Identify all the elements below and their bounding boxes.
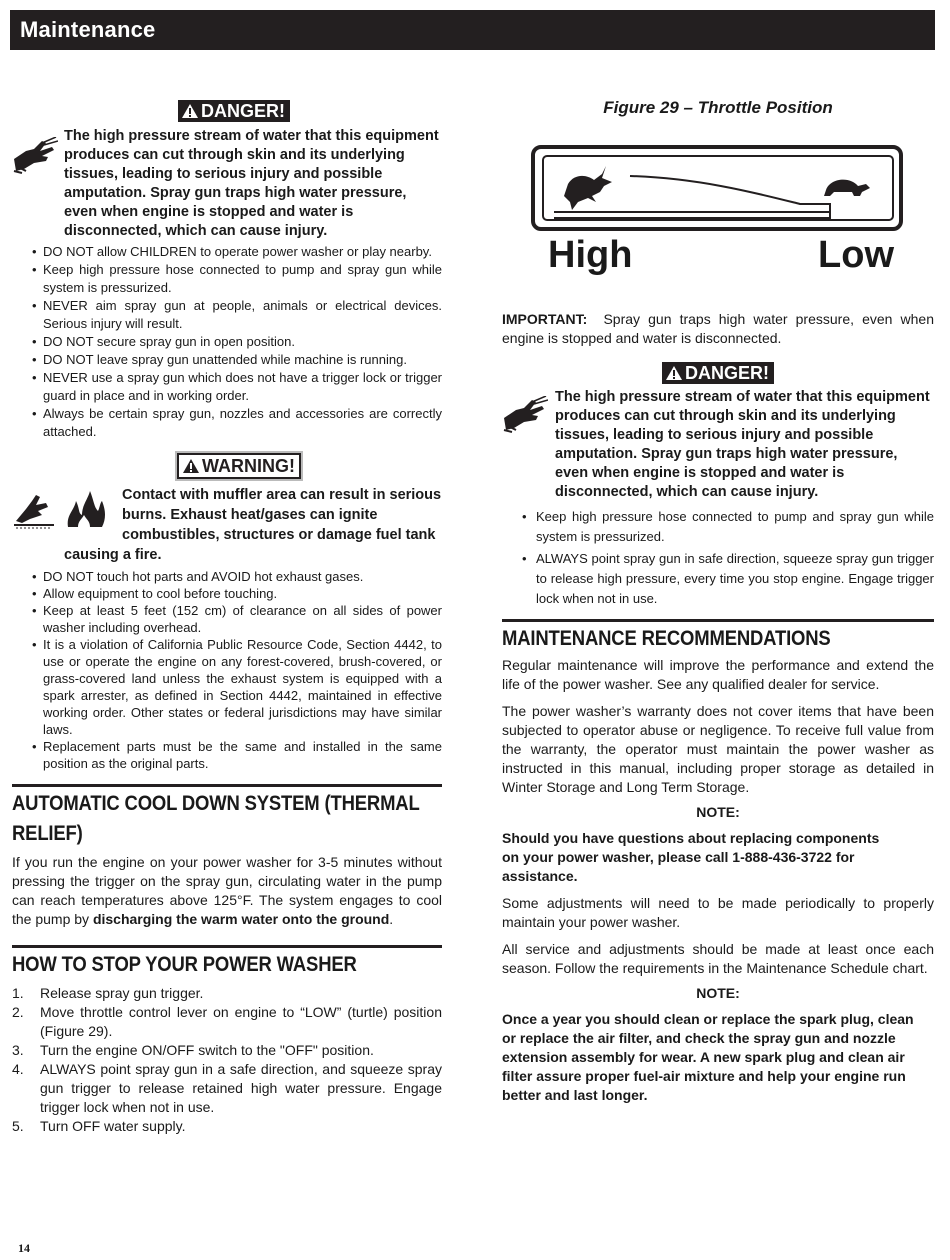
spray-injury-hand-icon	[502, 396, 548, 434]
warning-badge	[177, 453, 301, 479]
list-item: • Replacement parts must be the same and installed in the same position as the original parts.	[12, 738, 442, 772]
danger-hazard-text: The high pressure stream of water that this equipment produces can cut through skin and its underlying tissues, leading to serious injury and possible amputation. Spray gun traps high water pressure, even when engine is stopped and water is disconnected, which can cause injury.	[555, 389, 930, 500]
maintenance-paragraph: Some adjustments will need to be made periodically to properly maintain your power washer.	[502, 895, 934, 930]
list-item	[12, 1060, 442, 1117]
step-text: Turn OFF water supply.	[40, 1118, 186, 1134]
left-column	[12, 100, 442, 1136]
list-item	[12, 1041, 442, 1060]
page-title: Maintenance	[20, 17, 156, 42]
step-text: Move throttle control lever on engine to “LOW” (turtle) position (Figure 29).	[40, 1004, 442, 1039]
danger-badge-wrap	[12, 100, 442, 123]
throttle-position-figure	[530, 144, 910, 234]
maintenance-paragraph: Regular maintenance will improve the performance and extend the life of the power washer. See any qualified dealer for service.	[502, 657, 934, 692]
turtle-icon	[824, 180, 870, 196]
note-heading: NOTE:	[696, 985, 740, 1001]
danger-badge	[178, 100, 290, 122]
list-item: • It is a violation of California Public Resource Code, Section 4442, to use or operate the engine on any forest-covered, brush-covered, or grass-covered land unless the exhaust system is equipped with a spark arrester, as defined in Section 4442, maintained in effective working order. Other states or federal jurisdictions may have similar laws.	[12, 636, 442, 738]
warning-badge-wrap	[12, 453, 442, 479]
throttle-low-label: Low	[818, 234, 894, 276]
danger-badge-wrap	[502, 362, 934, 385]
step-number: 4.	[12, 1061, 24, 1077]
throttle-high-label: High	[548, 234, 633, 276]
cool-down-title-line1: AUTOMATIC COOL DOWN SYSTEM (THERMAL	[12, 792, 420, 815]
list-item	[12, 1117, 442, 1136]
list-item: • DO NOT touch hot parts and AVOID hot exhaust gases.	[12, 568, 442, 585]
danger-badge-label: DANGER!	[201, 101, 285, 121]
list-item: • NEVER use a spray gun which does not have a trigger lock or trigger guard in place and in working order.	[12, 369, 442, 405]
danger-badge-label: DANGER!	[685, 363, 769, 383]
warning-hazard-text: Contact with muffler area can result in serious burns. Exhaust heat/gases can ignite combustibles, structures or damage fuel tank	[122, 487, 442, 543]
stop-section	[12, 950, 442, 1136]
danger-badge	[662, 362, 774, 384]
list-item	[12, 1003, 442, 1041]
danger-bullet-list	[502, 507, 934, 609]
section-divider	[502, 619, 934, 622]
fire-icon	[64, 489, 108, 529]
spray-injury-hand-icon	[12, 137, 58, 175]
note-text: Should you have questions about replacing components on your power washer, please call 1-888-436-3722 for assistance.	[502, 830, 880, 884]
step-number: 1.	[12, 985, 24, 1001]
list-item: • Keep high pressure hose connected to pump and spray gun while system is pressurized.	[12, 261, 442, 297]
important-note	[502, 310, 934, 348]
step-text: ALWAYS point spray gun in a safe direction, and squeeze spray gun trigger to release retained high water pressure. Engage trigger lock when not in use.	[40, 1061, 442, 1115]
section-header-bar	[10, 10, 935, 50]
list-item: • Keep at least 5 feet (152 cm) of clearance on all sides of power washer including overhead.	[12, 602, 442, 636]
maintenance-section	[502, 624, 934, 1105]
warning-bullet-list	[12, 568, 442, 772]
rabbit-icon	[564, 166, 612, 210]
step-number: 2.	[12, 1004, 24, 1020]
important-text: Spray gun traps high water pressure, even when engine is stopped and water is disconnected.	[502, 311, 935, 346]
cool-down-section	[12, 789, 442, 929]
section-divider	[12, 945, 442, 948]
warning-badge-label: WARNING!	[202, 456, 295, 476]
step-number: 5.	[12, 1118, 24, 1134]
list-item: • ALWAYS point spray gun in safe direction, squeeze spray gun trigger to release high pressure, every time you stop engine. Engage trigger lock when not in use.	[502, 549, 934, 609]
maintenance-title: MAINTENANCE RECOMMENDATIONS	[502, 627, 831, 650]
stop-steps-list	[12, 984, 442, 1136]
hot-surface-icon	[12, 491, 56, 531]
danger-hazard-block	[12, 127, 442, 241]
alert-triangle-icon	[182, 104, 198, 118]
step-text: Release spray gun trigger.	[40, 985, 204, 1001]
list-item: • Allow equipment to cool before touching.	[12, 585, 442, 602]
danger-bullet-list	[12, 243, 442, 441]
maintenance-paragraph: The power washer’s warranty does not cover items that have been subjected to operator abuse or negligence. To receive full value from the warranty, the operator must maintain the power washer as instructed in this manual, including proper storage as detailed in Winter Storage and Long Term Storage.	[502, 703, 934, 795]
alert-triangle-icon	[183, 459, 199, 473]
step-number: 3.	[12, 1042, 24, 1058]
list-item: • DO NOT leave spray gun unattended while machine is running.	[12, 351, 442, 369]
important-label: IMPORTANT:	[502, 311, 588, 327]
list-item: • Keep high pressure hose connected to pump and spray gun while system is pressurized.	[502, 507, 934, 547]
note-text: Once a year you should clean or replace the spark plug, clean or replace the air filter, and check the spray gun and nozzle extension assembly for wear. A new spark plug and clean air filter assure proper fuel-air mixture and help your engine run better and last longer.	[502, 1011, 914, 1103]
list-item: • DO NOT allow CHILDREN to operate power washer or play nearby.	[12, 243, 442, 261]
cool-down-body-end: .	[389, 911, 394, 927]
list-item: • DO NOT secure spray gun in open position.	[12, 333, 442, 351]
right-column	[502, 98, 934, 1105]
throttle-labels	[502, 234, 934, 278]
danger-hazard-block	[502, 388, 934, 502]
list-item: • Always be certain spray gun, nozzles and accessories are correctly attached.	[12, 405, 442, 441]
warning-hazard-text-tail: causing a fire.	[64, 547, 162, 563]
maintenance-paragraph: All service and adjustments should be made at least once each season. Follow the requirements in the Maintenance Schedule chart.	[502, 941, 934, 976]
warning-hazard-block	[12, 485, 442, 545]
note-heading: NOTE:	[696, 804, 740, 820]
figure-caption: Figure 29 – Throttle Position	[603, 98, 833, 117]
danger-hazard-text: The high pressure stream of water that this equipment produces can cut through skin and its underlying tissues, leading to serious injury and possible amputation. Spray gun traps high water pressure, even when engine is stopped and water is disconnected, which can cause injury.	[64, 128, 439, 239]
stop-title: HOW TO STOP YOUR POWER WASHER	[12, 953, 357, 976]
list-item: • NEVER aim spray gun at people, animals or electrical devices. Serious injury will result.	[12, 297, 442, 333]
step-text: Turn the engine ON/OFF switch to the "OFF" position.	[40, 1042, 374, 1058]
cool-down-body-bold: discharging the warm water onto the ground	[92, 911, 390, 927]
list-item	[12, 984, 442, 1003]
cool-down-body	[12, 853, 442, 929]
page-number: 14	[18, 1241, 30, 1255]
cool-down-body-text: If you run the engine on your power washer for 3-5 minutes without pressing the trigger on the spray gun, circulating water in the pump can reach temperatures above 125°F. The system engages to cool the pump by	[12, 854, 442, 927]
alert-triangle-icon	[666, 366, 682, 380]
cool-down-title-line2: RELIEF)	[12, 822, 83, 845]
section-divider	[12, 784, 442, 787]
